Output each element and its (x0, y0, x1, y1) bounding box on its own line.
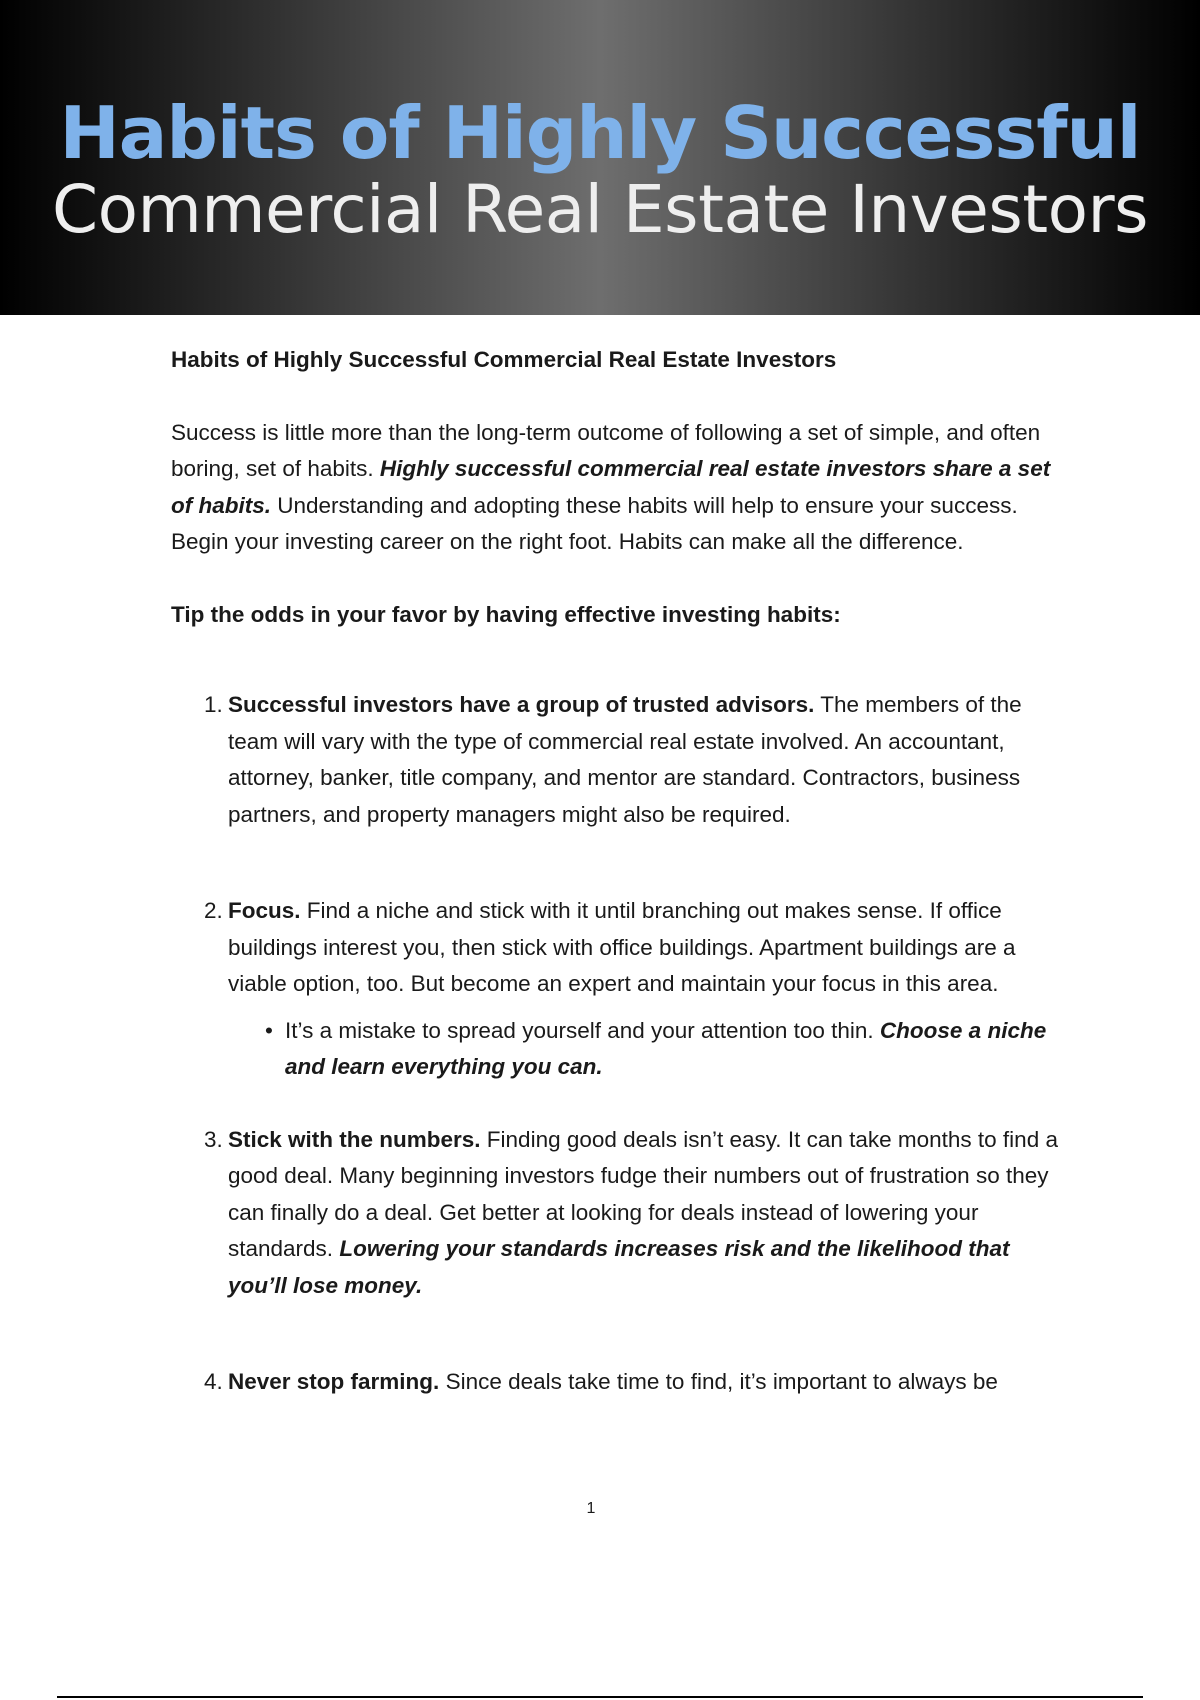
intro-paragraph (171, 415, 1071, 561)
list-item-title: Focus. (228, 898, 301, 923)
list-item (204, 893, 1071, 1086)
list-item-title: Never stop farming. (228, 1369, 440, 1394)
document-body (171, 342, 1071, 1401)
banner-title-line-2: Commercial Real Estate Investors (52, 171, 1148, 248)
list-item-text: Find a niche and stick with it until branching out makes sense. If office buildings interest you, then stick with office buildings. Apartment buildings are a viable option, too. But become an expert and maintain your focus in this area. (228, 898, 1016, 996)
list-item-text: Finding good deals isn’t easy. It can take months to find a good deal. Many beginning investors fudge their numbers out of frustration so they can finally do a deal. Get better at looking for deals instead of lowering your standards. (228, 1126, 1058, 1261)
document-heading: Habits of Highly Successful Commercial Real Estate Investors (171, 347, 837, 372)
intro-text-1: Success is little more than the long-term outcome of following a set of simple, and often boring, set of habits. (171, 419, 1041, 481)
sub-bullet-list (228, 1013, 1071, 1086)
page-number: 1 (586, 1500, 596, 1517)
list-item-text: Since deals take time to find, it’s important to always be (439, 1369, 998, 1394)
intro-text-2: Understanding and adopting these habits will help to ensure your success. Begin your investing career on the right foot. Habits can make all the difference. (171, 492, 1018, 554)
list-item-number: 4. (204, 1369, 223, 1394)
habits-list (171, 687, 1071, 1401)
list-item-emphasis: Lowering your standards increases risk and the likelihood that you’ll lose money. (228, 1236, 1010, 1298)
list-item (204, 687, 1071, 833)
tips-heading: Tip the odds in your favor by having effective investing habits: (171, 601, 841, 627)
list-item-number: 3. (204, 1126, 223, 1152)
list-item-number: 1. (204, 692, 223, 717)
banner-title-line-1: Habits of Highly Successful (59, 91, 1141, 175)
list-item-number: 2. (204, 898, 223, 923)
list-item (204, 1122, 1071, 1305)
intro-emphasis: Highly successful commercial real estate investors share a set of habits. (171, 456, 1051, 518)
list-item-text: The members of the team will vary with the type of commercial real estate involved. An accountant, attorney, banker, title company, and mentor are standard. Contractors, business partners, and property managers might also be required. (228, 692, 1022, 827)
sub-bullet-item (265, 1013, 1071, 1086)
bullet-icon: • (265, 1017, 273, 1043)
title-banner (0, 0, 1200, 315)
list-item-title: Successful investors have a group of trusted advisors. (228, 692, 815, 717)
footer-divider (57, 1696, 1143, 1698)
list-item (204, 1364, 1071, 1401)
sub-bullet-emphasis: Choose a niche and learn everything you can. (285, 1017, 1047, 1079)
sub-bullet-text: It’s a mistake to spread yourself and your attention too thin. (285, 1017, 880, 1043)
list-item-title: Stick with the numbers. (228, 1126, 481, 1152)
